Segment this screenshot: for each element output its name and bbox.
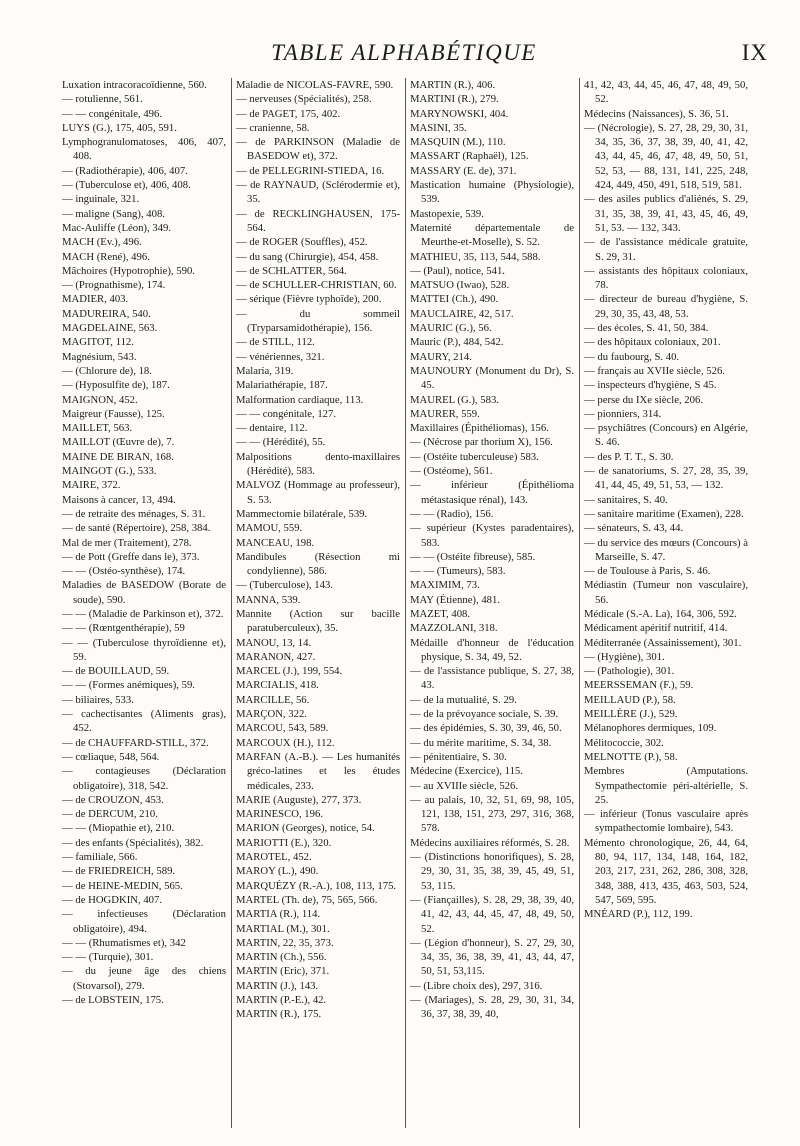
page-title: TABLE ALPHABÉTIQUE bbox=[271, 40, 537, 65]
index-entry: Mammectomie bilatérale, 539. bbox=[236, 507, 368, 520]
index-entry: MARTIN, 22, 35, 373. bbox=[236, 936, 334, 949]
index-entry: — de sanatoriums, S. 27, 28, 35, 39, 41, 44, 45, 49, 51, 53, — 132. bbox=[584, 465, 748, 492]
index-entry: MAIGNON, 452. bbox=[62, 393, 138, 406]
index-entry: MAIRE, 372. bbox=[62, 479, 121, 492]
column-divider bbox=[579, 78, 580, 1128]
index-entry: — de SCHLATTER, 564. bbox=[236, 264, 347, 277]
index-entry: — (Ostéome), 561. bbox=[410, 465, 493, 478]
page-header bbox=[40, 40, 768, 80]
index-entry: — de l'assistance publique, S. 27, 38, 43. bbox=[410, 665, 574, 692]
index-entry: — — (Maladie de Parkinson et), 372. bbox=[62, 607, 224, 620]
index-entry: — de la prévoyance sociale, S. 39. bbox=[410, 708, 559, 721]
index-entry: — maligne (Sang), 408. bbox=[62, 207, 165, 220]
index-entry: Maigreur (Fausse), 125. bbox=[62, 407, 165, 420]
index-entry: Maladies de BASEDOW (Borate de soude), 590. bbox=[62, 579, 226, 606]
index-entry: MARTIN (R.), 406. bbox=[410, 79, 496, 91]
index-entry: — pionniers, 314. bbox=[584, 407, 662, 420]
index-column-2 bbox=[236, 78, 400, 1022]
index-entry: — de HOGDKIN, 407. bbox=[62, 893, 163, 906]
index-entry: MARFAN (A.-B.). — Les humanités gréco-latines et les études médicales, 233. bbox=[236, 750, 400, 792]
index-entry: — (Libre choix des), 297, 316. bbox=[410, 979, 543, 992]
index-entry: — supérieur (Kystes paradentaires), 583. bbox=[410, 522, 574, 549]
index-entry: — du service des mœurs (Concours) à Marseille, S. 47. bbox=[584, 536, 748, 563]
index-entry: MAXIMIM, 73. bbox=[410, 579, 480, 592]
index-entry: Médicament apéritif nutritif, 414. bbox=[584, 622, 728, 635]
index-entry: — nerveuses (Spécialités), 258. bbox=[236, 93, 372, 106]
index-entry: — des P. T. T., S. 30. bbox=[584, 450, 674, 463]
index-entry: Mémento chronologique, 26, 44, 64, 80, 94, 117, 134, 148, 164, 182, 203, 217, 231, 262, 286, 308, 328, 348, 388, 413, 435, 463, 503, 524, 547, 569, 595. bbox=[584, 836, 748, 906]
index-entry: — (Hyposulfite de), 187. bbox=[62, 379, 170, 392]
index-entry: — — (Formes anémiques), 59. bbox=[62, 679, 195, 692]
index-entry: Médicale (S.-A. La), 164, 306, 592. bbox=[584, 607, 737, 620]
index-entry: — du mérite maritime, S. 34, 38. bbox=[410, 736, 552, 749]
index-entry: — de RAYNAUD, (Sclérodermie et), 35. bbox=[236, 179, 400, 206]
index-entry: — pénitentiaire, S. 30. bbox=[410, 750, 507, 763]
index-entry: Magnésium, 543. bbox=[62, 350, 137, 363]
index-entry: — infectieuses (Déclaration obligatoire), 494. bbox=[62, 908, 226, 935]
index-entry: — — congénitale, 496. bbox=[62, 107, 163, 120]
index-entry: MARTEL (Th. de), 75, 565, 566. bbox=[236, 893, 378, 906]
index-entry: — (Distinctions honorifiques), S. 28, 29, 30, 31, 35, 38, 39, 45, 49, 51, 53, 115. bbox=[410, 851, 574, 892]
index-entry: Malaria, 319. bbox=[236, 364, 294, 377]
index-entry: — de l'assistance médicale gratuite, S. 29, 31. bbox=[584, 236, 748, 263]
index-entry: — de BOUILLAUD, 59. bbox=[62, 665, 170, 678]
index-entry: — (Fiançailles), S. 28, 29, 38, 39, 40, 41, 42, 43, 44, 45, 47, 48, 49, 50, 52. bbox=[410, 893, 574, 935]
index-entry: — français au XVIIe siècle, 526. bbox=[584, 364, 725, 377]
index-entry: — (Mariages), S. 28, 29, 30, 31, 34, 36, 37, 38, 39, 40, bbox=[410, 994, 574, 1021]
index-entry: — de PELLEGRINI-STIEDA, 16. bbox=[236, 164, 385, 177]
index-entry: MAINGOT (G.), 533. bbox=[62, 465, 157, 478]
index-entry: MARCIALIS, 418. bbox=[236, 679, 319, 692]
index-entry: — du faubourg, S. 40. bbox=[584, 350, 680, 363]
index-entry: — dentaire, 112. bbox=[236, 422, 308, 435]
index-entry: MAGITOT, 112. bbox=[62, 336, 134, 349]
index-entry: — directeur de bureau d'hygiène, S. 29, 30, 35, 43, 48, 53. bbox=[584, 293, 748, 320]
index-column-4 bbox=[584, 78, 748, 922]
index-entry: MARTIN (Eric), 371. bbox=[236, 965, 330, 978]
index-entry: — de FRIEDREICH, 589. bbox=[62, 865, 176, 878]
index-entry: — cranienne, 58. bbox=[236, 121, 310, 134]
index-entry: — cachectisantes (Aliments gras), 452. bbox=[62, 708, 226, 735]
index-entry: Membres (Amputations. Sympathectomie péri-altérielle, S. 25. bbox=[584, 765, 748, 806]
index-entry: MANOU, 13, 14. bbox=[236, 636, 312, 649]
index-entry: — du sang (Chirurgie), 454, 458. bbox=[236, 250, 379, 263]
index-entry: — (Chlorure de), 18. bbox=[62, 364, 152, 377]
index-entry: MARÇON, 322. bbox=[236, 708, 307, 721]
index-entry: MAUNOURY (Monument du Dr), S. 45. bbox=[410, 364, 574, 392]
index-entry: MANNA, 539. bbox=[236, 593, 301, 606]
index-entry: — — (Hérédité), 55. bbox=[236, 436, 326, 449]
index-entry: Médecine (Exercice), 115. bbox=[410, 765, 523, 778]
index-entry: — de Pott (Greffe dans le), 373. bbox=[62, 550, 200, 563]
index-entry: — de CROUZON, 453. bbox=[62, 793, 164, 806]
index-entry: — — (Ostéite fibreuse), 585. bbox=[410, 550, 536, 563]
index-entry: MAY (Étienne), 481. bbox=[410, 593, 501, 606]
index-entry: Mâchoires (Hypotrophie), 590. bbox=[62, 264, 195, 277]
index-entry: MATHIEU, 35, 113, 544, 588. bbox=[410, 250, 541, 263]
index-entry: MAZZOLANI, 318. bbox=[410, 622, 498, 635]
index-entry: Malpositions dento-maxillaires (Hérédité), 583. bbox=[236, 450, 400, 478]
column-divider bbox=[231, 78, 232, 1128]
index-entry: — de HEINE-MEDIN, 565. bbox=[62, 879, 183, 892]
index-entry: — de santé (Répertoire), 258, 384. bbox=[62, 522, 211, 535]
index-entry: MATTEI (Ch.), 490. bbox=[410, 293, 499, 306]
index-entry: MARANON, 427. bbox=[236, 650, 316, 663]
index-entry: Mastication humaine (Physiologie), 539. bbox=[410, 179, 574, 206]
index-entry: — — (Miopathie et), 210. bbox=[62, 822, 175, 835]
index-entry: — sénateurs, S. 43, 44. bbox=[584, 522, 684, 535]
index-entry: MARCEL (J.), 199, 554. bbox=[236, 665, 343, 678]
index-entry: MAILLOT (Œuvre de), 7. bbox=[62, 436, 175, 449]
index-entry: — — (Ostéo-synthèse), 174. bbox=[62, 565, 186, 578]
index-entry: — de retraite des ménages, S. 31. bbox=[62, 507, 206, 520]
index-entry: — biliaires, 533. bbox=[62, 693, 134, 706]
index-entry: Maternité départementale de Meurthe-et-Moselle), S. 52. bbox=[410, 221, 574, 249]
index-entry: MACH (Ev.), 496. bbox=[62, 236, 142, 249]
page-number: IX bbox=[741, 40, 768, 65]
index-entry: — sanitaire maritime (Examen), 228. bbox=[584, 507, 744, 520]
index-entry: — de STILL, 112. bbox=[236, 336, 315, 349]
index-entry: — inférieur (Tonus vasculaire après sympathectomie lombaire), 543. bbox=[584, 808, 748, 835]
index-entry: — (Légion d'honneur), S. 27, 29, 30, 34, 35, 36, 38, 39, 41, 43, 44, 47, 50, 51, 53,115. bbox=[410, 936, 574, 978]
index-entry: — — congénitale, 127. bbox=[236, 407, 337, 420]
index-entry: Maladie de NICOLAS-FAVRE, 590. bbox=[236, 79, 394, 91]
index-entry: MARTIN (Ch.), 556. bbox=[236, 951, 327, 964]
index-entry: — des hôpitaux coloniaux, 201. bbox=[584, 336, 721, 349]
index-entry: — (Tuberculose), 143. bbox=[236, 579, 333, 592]
index-entry: Mandibules (Résection mi condylienne), 586. bbox=[236, 550, 400, 578]
index-entry: — de LOBSTEIN, 175. bbox=[62, 994, 164, 1006]
index-entry: MARTINI (R.), 279. bbox=[410, 93, 499, 106]
index-entry: — de Toulouse à Paris, S. 46. bbox=[584, 565, 711, 578]
index-entry: Malformation cardiaque, 113. bbox=[236, 393, 364, 406]
index-entry: — (Radiothérapie), 406, 407. bbox=[62, 164, 188, 177]
index-entry: — de ROGER (Souffles), 452. bbox=[236, 236, 368, 249]
index-entry: MARCOU, 543, 589. bbox=[236, 722, 329, 735]
index-entry: — — (Rœntgenthérapie), 59 bbox=[62, 622, 185, 635]
index-entry: — (Paul), notice, 541. bbox=[410, 264, 505, 277]
index-entry: — inférieur (Épithélioma métastasique rénal), 143. bbox=[410, 479, 574, 506]
index-entry: MAROY (L.), 490. bbox=[236, 865, 319, 878]
index-entry: Mélanophores dermiques, 109. bbox=[584, 722, 717, 735]
index-entry: — (Nécrose par thorium X), 156. bbox=[410, 436, 553, 449]
index-entry: MARYNOWSKI, 404. bbox=[410, 107, 509, 120]
index-entry: MAINE DE BIRAN, 168. bbox=[62, 450, 174, 463]
index-entry: — — (Radio), 156. bbox=[410, 507, 494, 520]
index-entry: — de PARKINSON (Maladie de BASEDOW et), 372. bbox=[236, 136, 400, 163]
index-entry: MARIOTTI (E.), 320. bbox=[236, 836, 332, 849]
index-entry: — inspecteurs d'hygiène, S 45. bbox=[584, 379, 717, 392]
index-entry: Médiastin (Tumeur non vasculaire), 56. bbox=[584, 579, 748, 606]
index-entry: MACH (René), 496. bbox=[62, 250, 150, 263]
index-entry: MAURIC (G.), 56. bbox=[410, 322, 492, 335]
index-entry: Méditerranée (Assainissement), 301. bbox=[584, 636, 742, 649]
index-entry: — du jeune âge des chiens (Stovarsol), 279. bbox=[62, 965, 226, 992]
index-entry: — de la mutualité, S. 29. bbox=[410, 693, 517, 706]
index-entry: MADIER, 403. bbox=[62, 293, 129, 306]
index-entry: — du sommeil (Tryparsamidothérapie), 156. bbox=[236, 307, 400, 335]
index-column-3 bbox=[410, 78, 574, 1022]
index-entry: — — (Turquie), 301. bbox=[62, 951, 154, 964]
index-entry: MARION (Georges), notice, 54. bbox=[236, 822, 375, 835]
index-entry: — des écoles, S. 41, 50, 384. bbox=[584, 322, 709, 335]
index-entry: MATSUO (Iwao), 528. bbox=[410, 279, 510, 292]
index-entry: — cœliaque, 548, 564. bbox=[62, 750, 160, 763]
index-entry: Mac-Auliffe (Léon), 349. bbox=[62, 221, 172, 234]
index-entry: MELNOTTE (P.), 58. bbox=[584, 750, 678, 763]
index-entry: MARTIAL (M.), 301. bbox=[236, 922, 330, 935]
index-entry: MARQUÉZY (R.-A.), 108, 113, 175. bbox=[236, 879, 397, 892]
index-entry: MARTIN (J.), 143. bbox=[236, 979, 319, 992]
index-entry: — rotulienne, 561. bbox=[62, 93, 143, 106]
index-entry: LUYS (G.), 175, 405, 591. bbox=[62, 121, 177, 134]
index-entry: MEILLAUD (P.), 58. bbox=[584, 693, 676, 706]
index-entry: — de SCHULLER-CHRISTIAN, 60. bbox=[236, 279, 397, 292]
index-entry: MARCOUX (H.), 112. bbox=[236, 736, 335, 749]
index-entry: — (Hygiène), 301. bbox=[584, 650, 665, 663]
index-entry: — (Pathologie), 301. bbox=[584, 665, 675, 678]
column-divider bbox=[405, 78, 406, 1128]
index-entry: — psychiâtres (Concours) en Algérie, S. 46. bbox=[584, 422, 748, 449]
index-entry: MAMOU, 559. bbox=[236, 522, 303, 535]
index-entry: MANCEAU, 198. bbox=[236, 536, 315, 549]
index-entry: — vénériennes, 321. bbox=[236, 350, 325, 363]
index-entry: Médecins auxiliaires réformés, S. 28. bbox=[410, 836, 570, 849]
index-entry: Médaille d'honneur de l'éducation physique, S. 34, 49, 52. bbox=[410, 636, 574, 663]
index-entry: — — (Tuberculose thyroïdienne et), 59. bbox=[62, 636, 226, 663]
index-entry: — des asiles publics d'aliénés, S. 29, 31, 35, 38, 39, 41, 43, 45, 46, 49, 51, 53. — 132, 343. bbox=[584, 193, 748, 234]
index-entry: MEILLÈRE (J.), 529. bbox=[584, 708, 678, 721]
index-entry: MAURER, 559. bbox=[410, 407, 480, 420]
index-entry: — (Prognathisme), 174. bbox=[62, 279, 166, 292]
index-entry: MAILLET, 563. bbox=[62, 422, 133, 435]
index-entry: Médecins (Naissances), S. 36, 51. bbox=[584, 107, 729, 120]
index-entry: — assistants des hôpitaux coloniaux, 78. bbox=[584, 264, 748, 292]
index-entry: — contagieuses (Déclaration obligatoire), 318, 542. bbox=[62, 765, 226, 792]
index-entry: MAGDELAINE, 563. bbox=[62, 322, 158, 335]
index-entry: Malariathérapie, 187. bbox=[236, 379, 328, 392]
index-entry: 41, 42, 43, 44, 45, 46, 47, 48, 49, 50, 52. bbox=[584, 79, 748, 106]
index-entry: Luxation intracoracoïdienne, 560. bbox=[62, 79, 207, 91]
index-entry: Mastopexie, 539. bbox=[410, 207, 484, 220]
index-entry: MARTIA (R.), 114. bbox=[236, 908, 321, 921]
index-entry: MASQUIN (M.), 110. bbox=[410, 136, 506, 149]
index-entry: — (Nécrologie), S. 27, 28, 29, 30, 31, 34, 35, 36, 37, 38, 39, 40, 41, 42, 43, 44, 45, 46, 47, 48, 49, 50, 51, 52, 53, — 88, 131, 141, 225, 248, 424, 449, 450, 491, 518, 519, 581. bbox=[584, 121, 748, 192]
index-entry: — de DERCUM, 210. bbox=[62, 808, 158, 821]
index-entry: MARINESCO, 196. bbox=[236, 808, 323, 821]
index-entry: Mal de mer (Traitement), 278. bbox=[62, 536, 192, 549]
index-entry: MARCILLE, 56. bbox=[236, 693, 310, 706]
index-entry: Mélitococcie, 302. bbox=[584, 736, 664, 749]
index-entry: MAURY, 214. bbox=[410, 350, 472, 363]
index-entry: — perse du IXe siècle, 206. bbox=[584, 393, 704, 406]
index-entry: MAUCLAIRE, 42, 517. bbox=[410, 307, 514, 320]
index-entry: — — (Tumeurs), 583. bbox=[410, 565, 506, 578]
index-entry: — inguinale, 321. bbox=[62, 193, 140, 206]
index-entry: MAROTEL, 452. bbox=[236, 851, 312, 864]
index-entry: MARTIN (P.-E.), 42. bbox=[236, 994, 327, 1006]
index-entry: — — (Rhumatismes et), 342 bbox=[62, 936, 186, 949]
index-column-1 bbox=[62, 78, 226, 1007]
index-entry: MASINI, 35. bbox=[410, 121, 467, 134]
index-entry: — sérique (Fièvre typhoïde), 200. bbox=[236, 293, 382, 306]
index-entry: MADUREIRA, 540. bbox=[62, 307, 151, 320]
index-entry: MAZET, 408. bbox=[410, 607, 471, 620]
index-entry: — (Tuberculose et), 406, 408. bbox=[62, 179, 191, 192]
index-entry: Mauric (P.), 484, 542. bbox=[410, 336, 504, 349]
index-entry: Maxillaires (Épithéliomas), 156. bbox=[410, 422, 549, 435]
index-entry: MAUREL (G.), 583. bbox=[410, 393, 499, 406]
index-entry: MEERSSEMAN (F.), 59. bbox=[584, 679, 694, 692]
index-entry: MARTIN (R.), 175. bbox=[236, 1008, 322, 1021]
index-entry: — sanitaires, S. 40. bbox=[584, 493, 668, 506]
index-entry: — au XVIIIe siècle, 526. bbox=[410, 779, 519, 792]
index-entry: MNÉARD (P.), 112, 199. bbox=[584, 908, 693, 921]
index-entry: — des enfants (Spécialités), 382. bbox=[62, 836, 204, 849]
index-entry: — (Ostéite tuberculeuse) 583. bbox=[410, 450, 539, 463]
index-entry: MASSART (Raphaël), 125. bbox=[410, 150, 529, 163]
index-entry: — au palais, 10, 32, 51, 69, 98, 105, 121, 138, 151, 273, 297, 316, 368, 578. bbox=[410, 793, 574, 835]
index-entry: MALVOZ (Hommage au professeur), S. 53. bbox=[236, 479, 400, 506]
index-entry: — des épidémies, S. 30, 39, 46, 50. bbox=[410, 722, 562, 735]
index-entry: MARIE (Auguste), 277, 373. bbox=[236, 793, 362, 806]
index-entry: Mannite (Action sur bacille paratuberculeux), 35. bbox=[236, 607, 400, 635]
index-entry: — familiale, 566. bbox=[62, 851, 138, 864]
index-entry: — de CHAUFFARD-STILL, 372. bbox=[62, 736, 209, 749]
index-entry: — de PAGET, 175, 402. bbox=[236, 107, 341, 120]
index-entry: Maisons à cancer, 13, 494. bbox=[62, 493, 176, 506]
index-entry: — de RECKLINGHAUSEN, 175-564. bbox=[236, 207, 400, 234]
index-entry: Lymphogranulomatoses, 406, 407, 408. bbox=[62, 136, 226, 163]
index-entry: MASSARY (E. de), 371. bbox=[410, 164, 517, 177]
